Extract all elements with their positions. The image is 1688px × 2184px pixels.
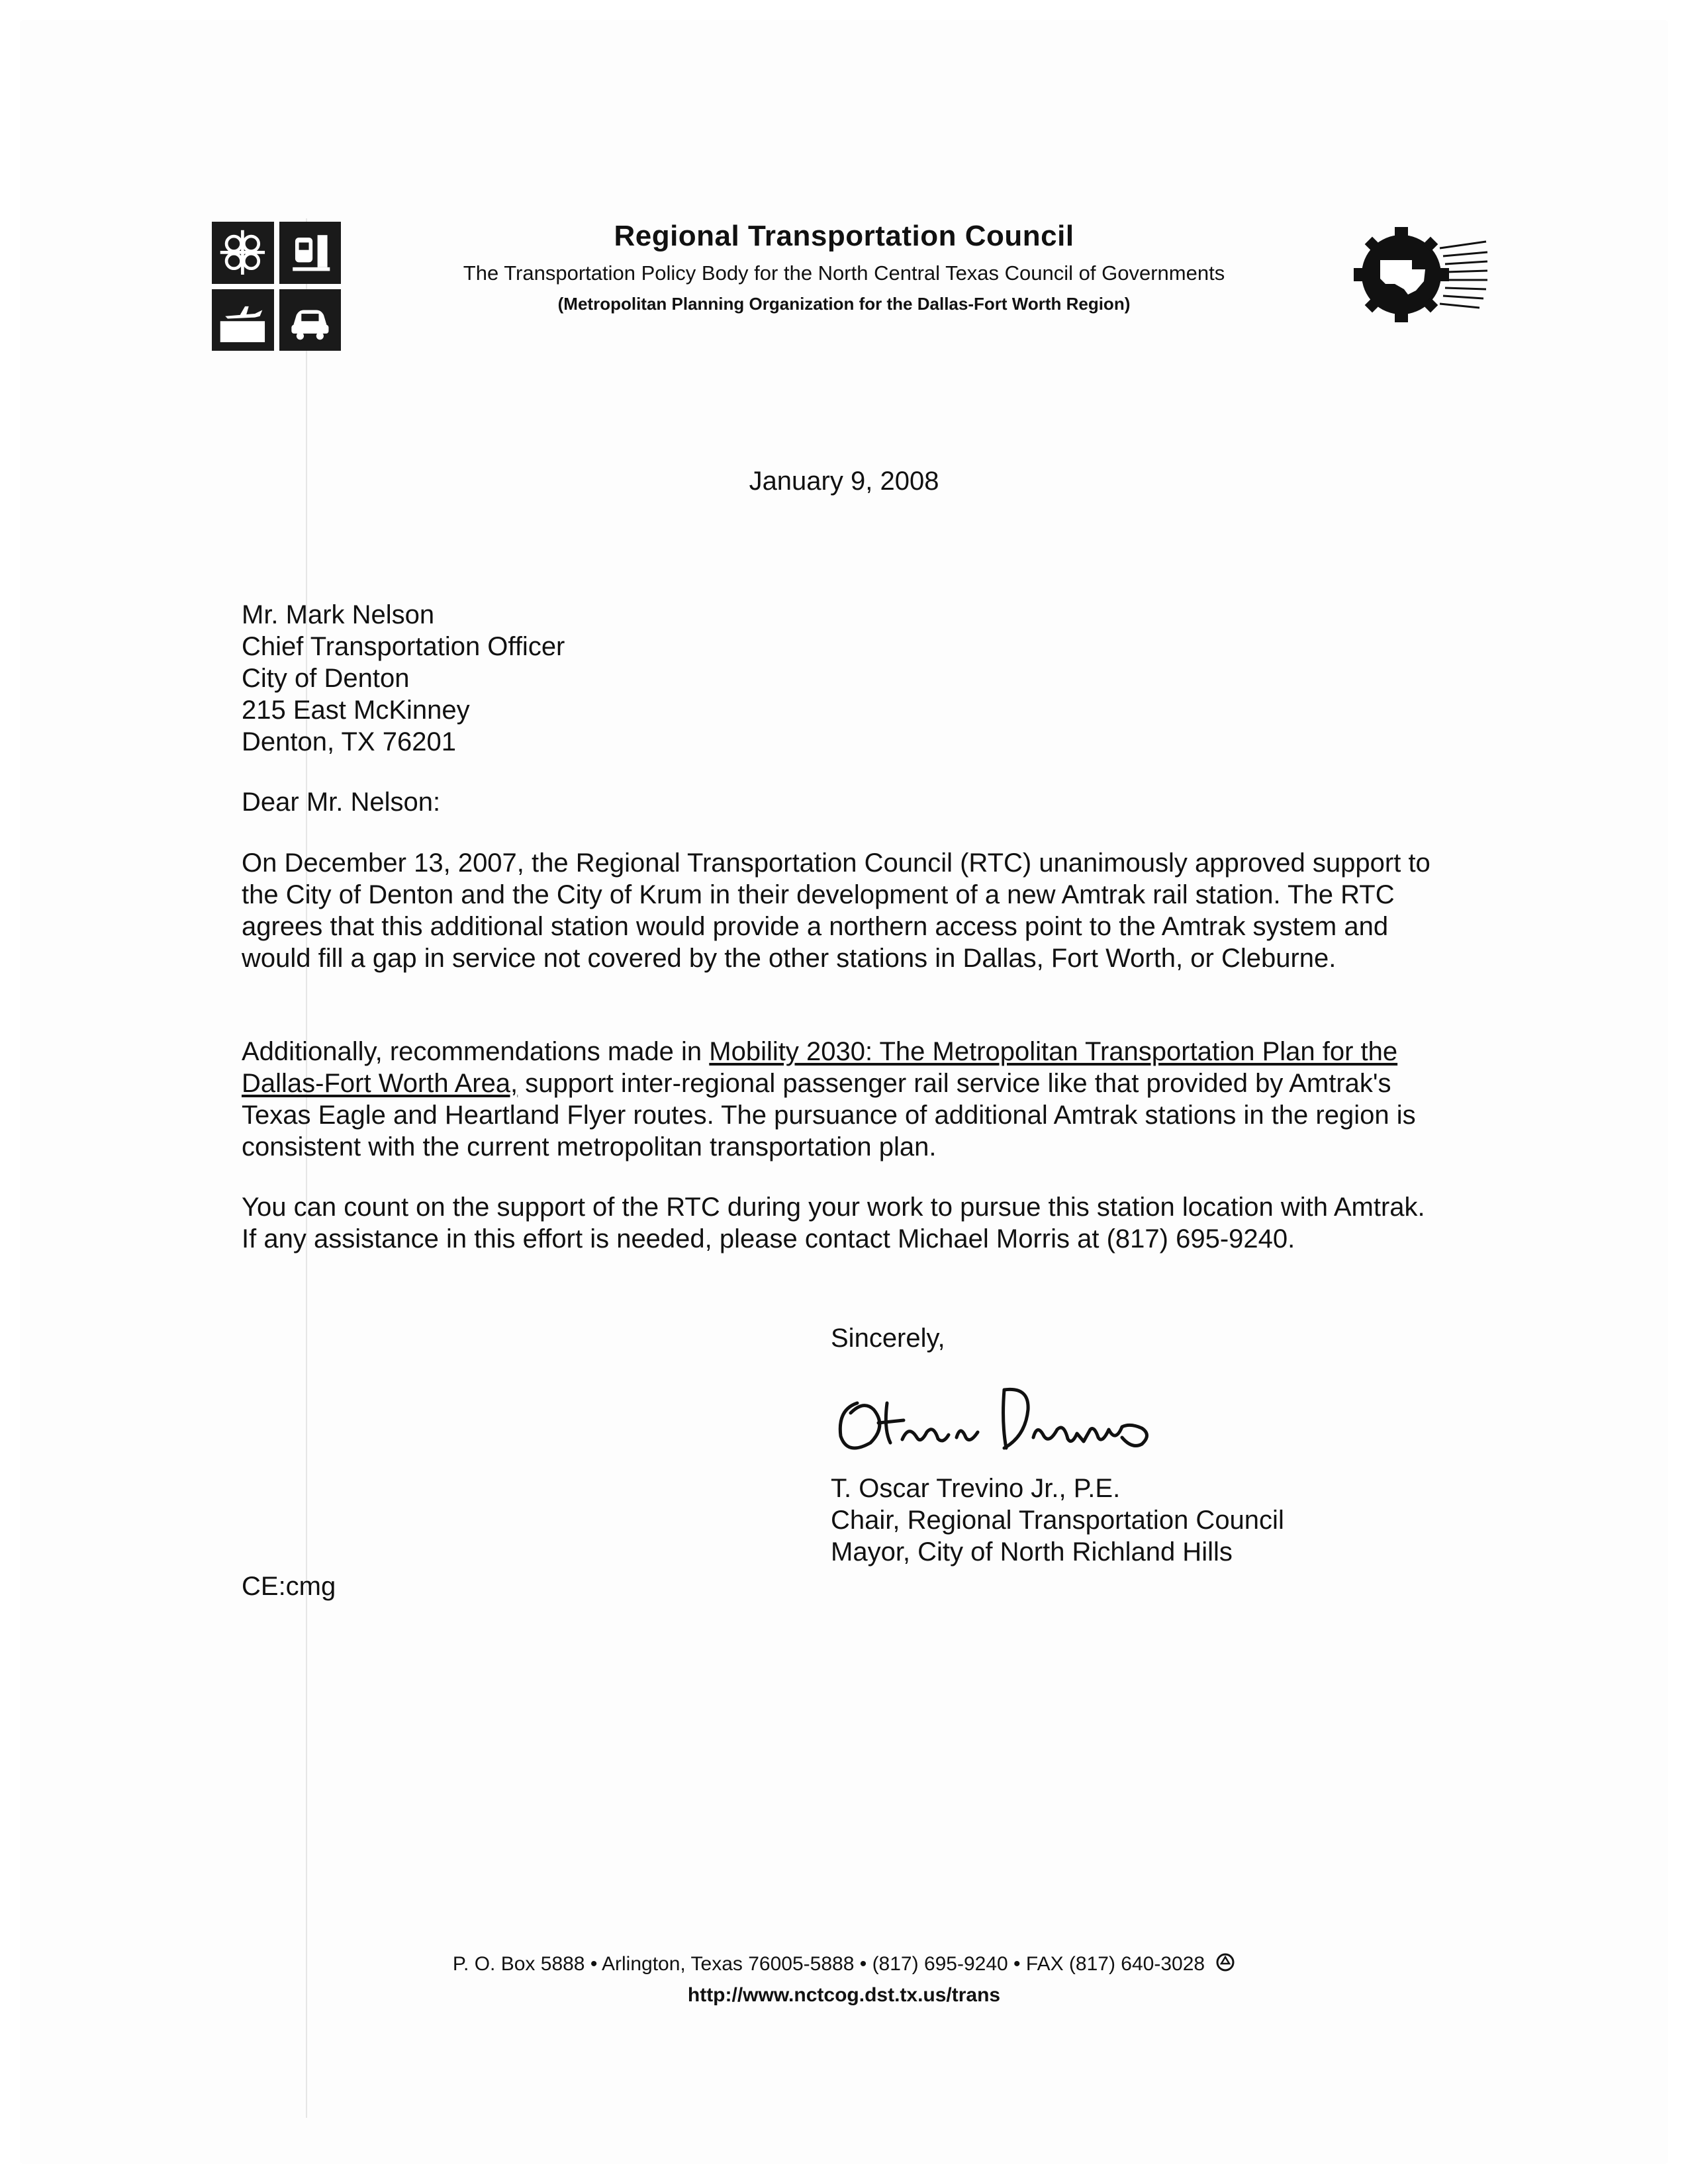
recipient-city-state-zip: Denton, TX 76201	[242, 727, 456, 756]
letterhead-title: Regional Transportation Council	[614, 220, 1074, 252]
footer-address	[0, 1952, 1688, 1978]
letterhead-subtitle-2: (Metropolitan Planning Organization for the Dallas-Fort Worth Region)	[557, 294, 1131, 314]
footer-url: http://www.nctcog.dst.tx.us/trans	[687, 1984, 1001, 2006]
signer-title-2: Mayor, City of North Richland Hills	[831, 1537, 1233, 1567]
body-paragraph-1: On December 13, 2007, the Regional Transportation Council (RTC) unanimously approved support to the City of Denton and the City of Krum in their development of a new Amtrak rail station. The RTC agrees that this additional station would provide a northern access point to the Amtrak system and would fill a gap in service not covered by the other stations in Dallas, Fort Worth, or Cleburne.	[242, 848, 1430, 973]
signer-name: T. Oscar Trevino Jr., P.E.	[831, 1474, 1121, 1503]
salutation: Dear Mr. Nelson:	[242, 788, 441, 817]
recipient-address	[242, 599, 565, 758]
nctcog-gear-logo	[1347, 215, 1489, 331]
reference-initials: CE:cmg	[242, 1572, 336, 1601]
signer-title-1: Chair, Regional Transportation Council	[831, 1506, 1284, 1535]
plan-title: Mobility 2030: The Metropolitan Transportation Plan for the Dallas-Fort Worth Area,	[242, 1037, 1398, 1098]
footer-address-text: P. O. Box 5888 • Arlington, Texas 76005-5888 • (817) 695-9240 • FAX (817) 640-3028	[452, 1952, 1205, 1975]
scan-fold-line	[306, 218, 307, 2118]
letter-date: January 9, 2008	[749, 467, 939, 496]
paragraph-2-lead: Additionally, recommendations made in	[242, 1037, 710, 1066]
body-paragraph-2	[242, 1036, 1443, 1163]
recycle-icon	[1215, 1952, 1235, 1978]
paragraph-2-rest: support inter-regional passenger rail service like that provided by Amtrak's Texas Eagle and Heartland Flyer routes. The pursuance of additional Amtrak stations in the region is consistent with the current metropolitan transportation plan.	[242, 1069, 1416, 1161]
recipient-name: Mr. Mark Nelson	[242, 600, 435, 629]
recipient-street: 215 East McKinney	[242, 696, 470, 725]
letterhead-subtitle: The Transportation Policy Body for the North Central Texas Council of Governments	[463, 261, 1225, 285]
recipient-organization: City of Denton	[242, 664, 410, 693]
body-paragraph-3: You can count on the support of the RTC during your work to pursue this station location with Amtrak. If any assistance in this effort is needed, please contact Michael Morris at (817) 695-9240.	[242, 1193, 1425, 1253]
handwritten-signature	[831, 1363, 1188, 1469]
closing: Sincerely,	[831, 1324, 945, 1353]
signer-block	[831, 1473, 1284, 1568]
recipient-title: Chief Transportation Officer	[242, 632, 565, 661]
